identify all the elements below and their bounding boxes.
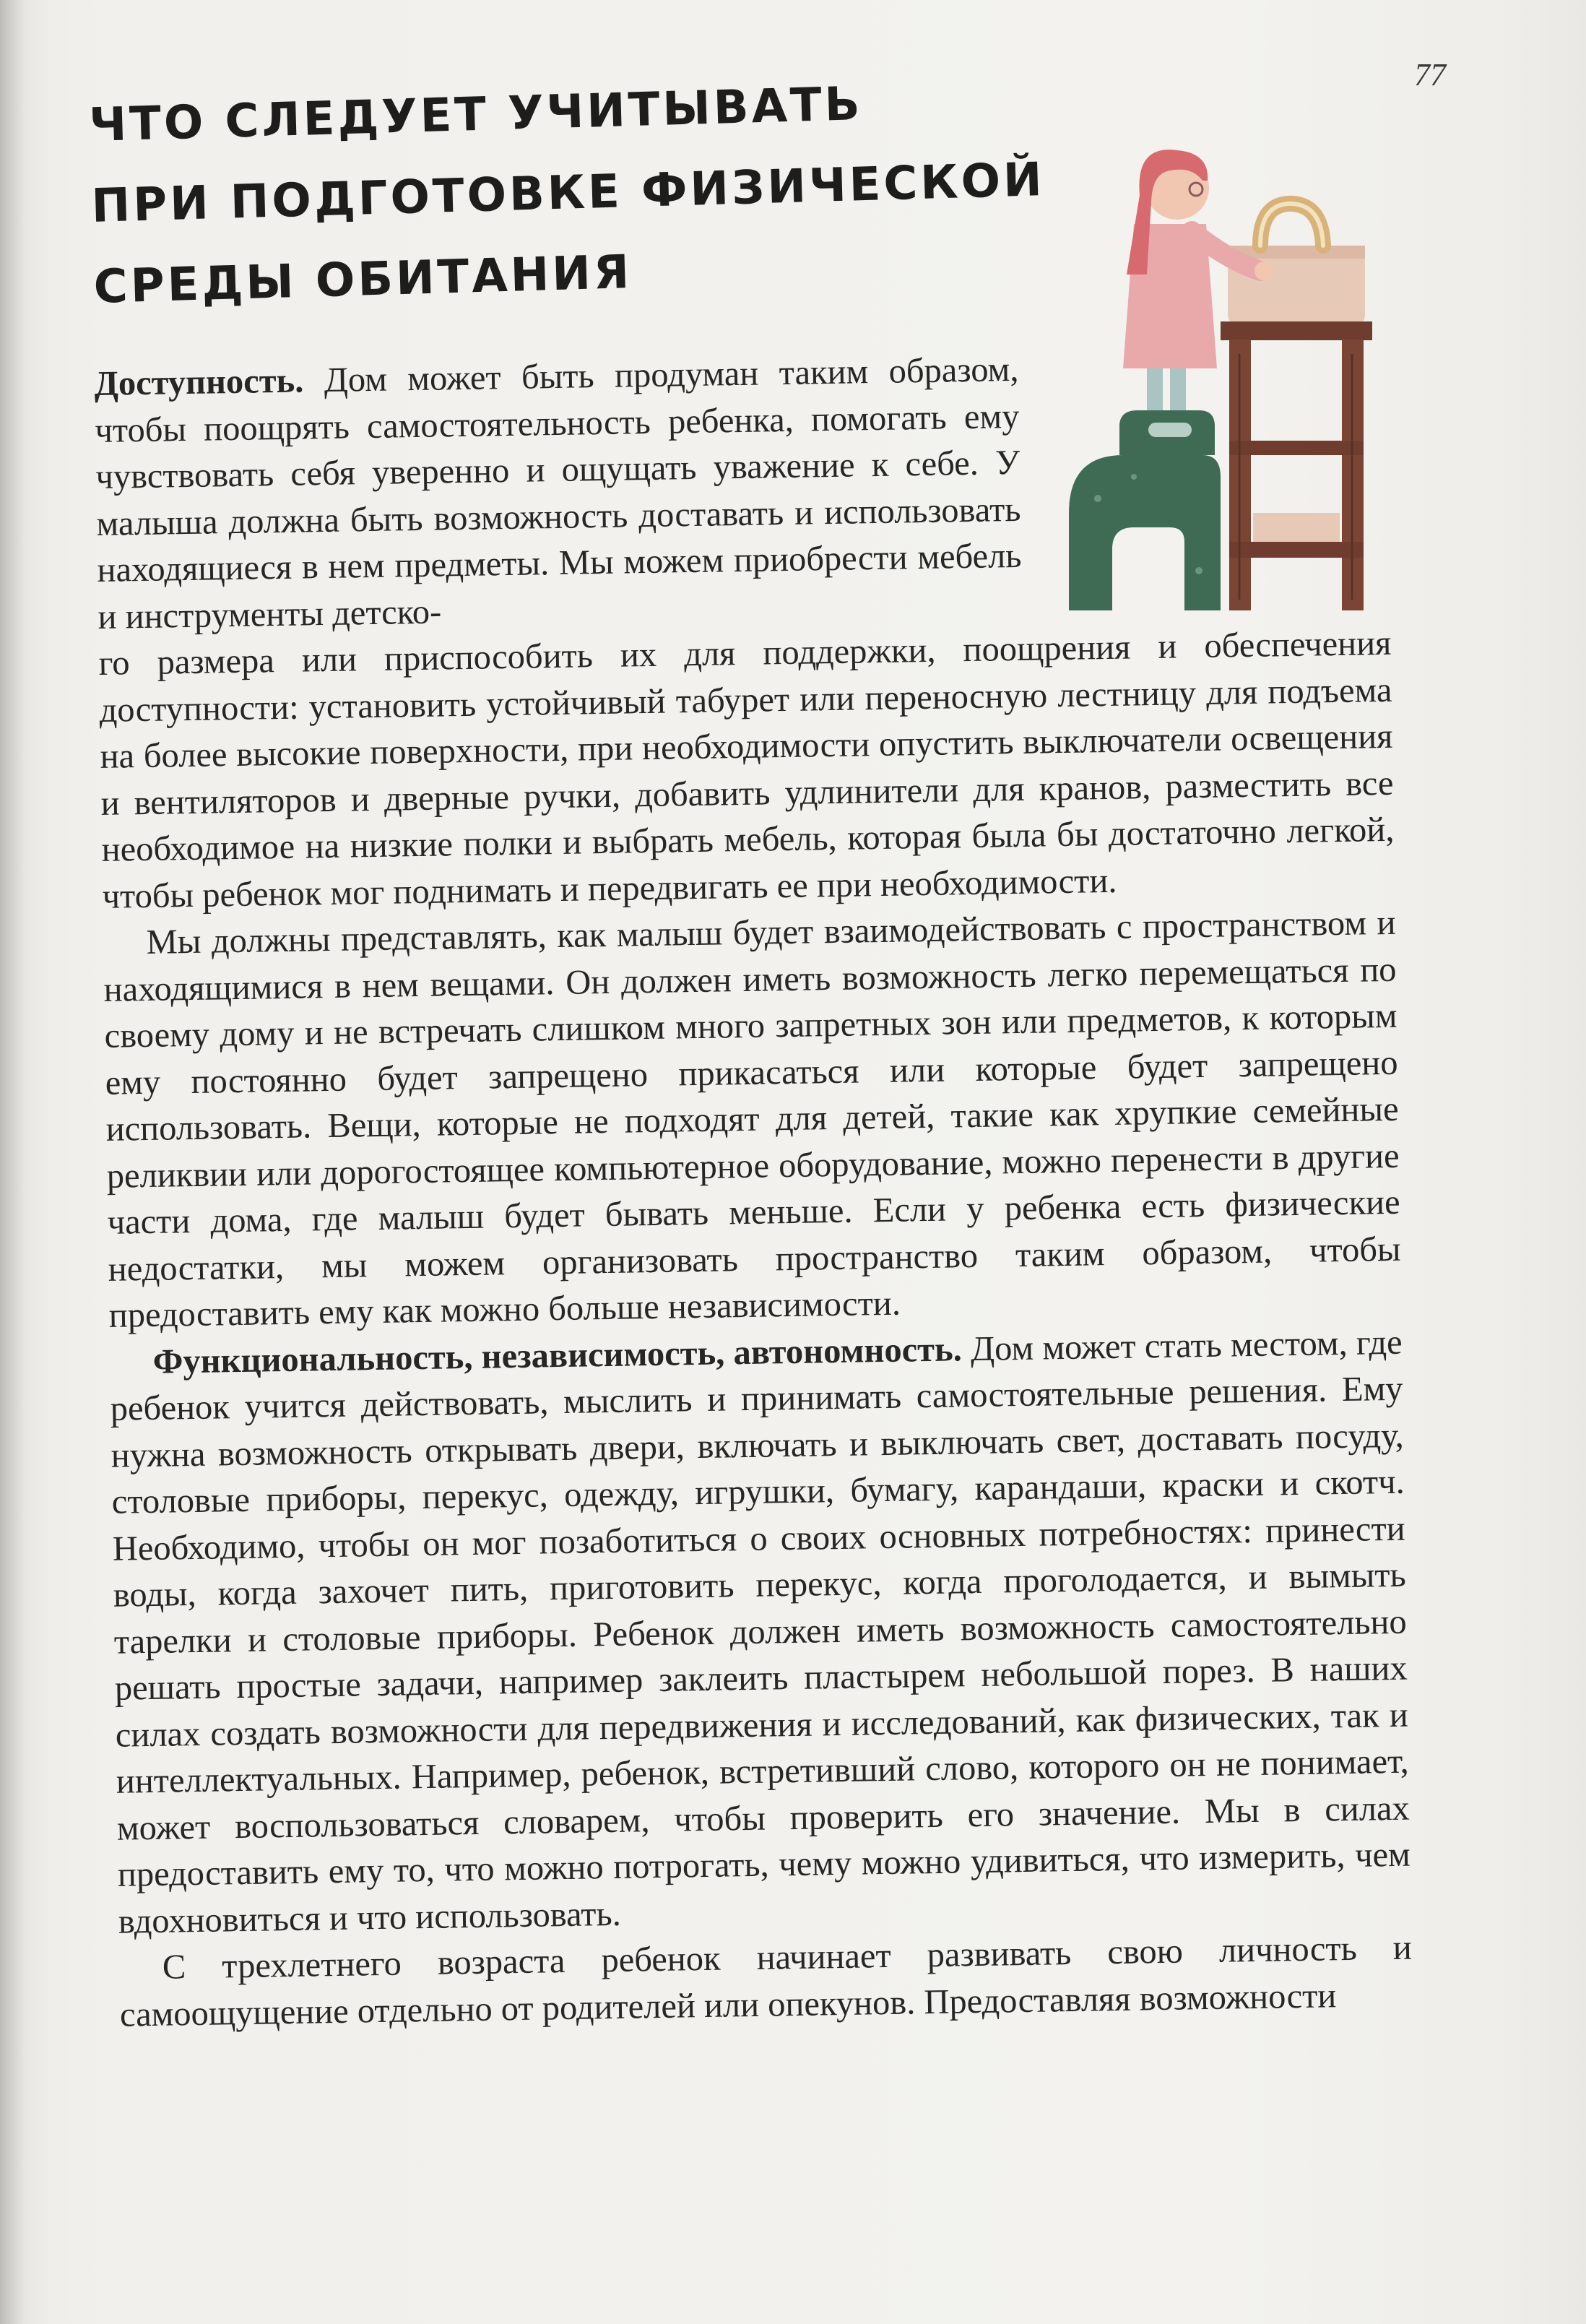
paragraph-accessibility-continued: го размера или приспособить их для поддержки, поощрения и обеспечения доступности: установить устойчивый табурет или переносную лестницу для подъема на более высокие поверхности, при необходимости опустить выключатели освещения и вентиляторов и дверные ручки, добавить удлинители для кранов, разместить все необходимое на низкие полки и выбрать мебель, которая была бы достаточно легкой, чтобы ребенок мог поднимать и передвигать ее при необходимости. [98, 623, 1395, 916]
paragraph-lead-accessibility: Доступность. [94, 361, 304, 403]
book-gutter-shadow [0, 0, 25, 2324]
paragraph-functionality-text: Дом может стать местом, где ребенок учится действовать, мыслить и принимать самостоятельные решения. Ему нужна возможность открывать двери, включать и выключать свет, доставать посуду, столовые приборы, перекус, одежду, игрушки, бумагу, карандаши, краски и скотч. Необходимо, чтобы он мог позаботиться о своих основных потребностях: принести воды, когда захочет пить, приготовить перекус, когда проголодается, и вымыть тарелки и столовые приборы. Ребенок должен иметь возможность самостоятельно решать простые задачи, например заклеить пластырем небольшой порез. В наших силах создать возможности для передвижения и исследований, как физических, так и интеллектуальных. Например, ребенок, встретивший слово, которого он не понимает, может воспользоваться словарем, чтобы проверить его значение. Мы в силах предоставить ему то, что можно потрогать, чему можно удивиться, что измерить, чем вдохновиться и что использовать. [110, 1323, 1411, 1941]
body-text [94, 341, 1413, 2039]
paragraph-accessibility-text: Дом может быть продуман таким образом, чтобы поощрять самостоятельность ребенка, помогать ему чувствовать себя уверенно и ощущать уважение к себе. У малыша должна быть возможность доставать и использовать находящиеся в нем предметы. Мы можем приобрести мебель и инструменты детско- [95, 350, 1022, 636]
paragraph-accessibility [94, 347, 1023, 641]
page-number: 77 [1414, 57, 1446, 92]
paragraph-age-three: С трехлетнего возраста ребенок начинает развивать свою личность и самоощущение отдельно от родителей или опекунов. Предоставляя возможности [119, 1928, 1413, 2034]
heading-line-3: СРЕДЫ ОБИТАНИЯ [92, 246, 633, 314]
paragraph-functionality [109, 1319, 1411, 1945]
paragraph-interaction: Мы должны представлять, как малыш будет взаимодействовать с пространством и находящимися в нем вещами. Он должен иметь возможность легко перемещаться по своему дому и не встречать слишком много запретных зон или предметов, к которым ему постоянно будет запрещено прикасаться или которые будет запрещено использовать. Вещи, которые не подходят для детей, такие как хрупкие семейные реликвии или дорогостоящее компьютерное оборудование, можно перенести в другие части дома, где малыш будет бывать меньше. Если у ребенка есть физические недостатки, мы можем организовать пространство таким образом, чтобы предоставить ему как можно больше независимости. [103, 903, 1401, 1335]
chapter-heading [88, 59, 1046, 328]
paragraph-lead-functionality: Функциональность, независимость, автономность. [152, 1329, 963, 1381]
heading-line-1: ЧТО СЛЕДУЕТ УЧИТЫВАТЬ [88, 77, 864, 152]
heading-line-2: ПРИ ПОДГОТОВКЕ ФИЗИЧЕСКОЙ [90, 153, 1046, 233]
faucet-icon [1260, 204, 1323, 246]
